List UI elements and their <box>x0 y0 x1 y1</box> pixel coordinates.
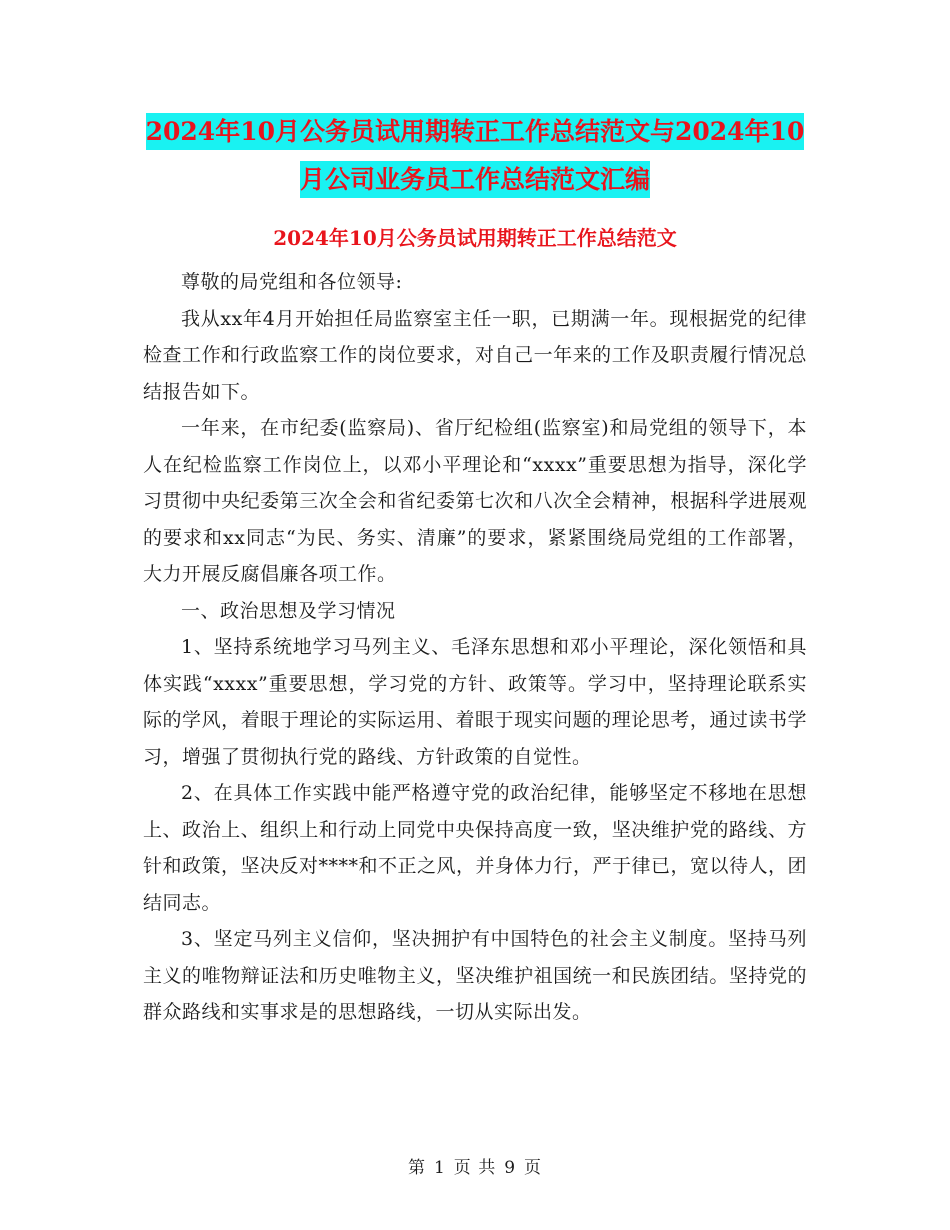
body-paragraph: 我从xx年4月开始担任局监察室主任一职，已期满一年。现根据党的纪律检查工作和行政监察工作的岗位要求，对自己一年来的工作及职责履行情况总结报告如下。 <box>143 307 807 403</box>
body-paragraph: 一年来，在市纪委(监察局)、省厅纪检组(监察室)和局党组的领导下，本人在纪检监察工作岗位上，以邓小平理论和“xxxx”重要思想为指导，深化学习贯彻中央纪委第三次全会和省纪委第七次和八次全会精神，根据科学进展观的要求和xx同志“为民、务实、清廉”的要求，紧紧围绕局党组的工作部署，大力开展反腐倡廉各项工作。 <box>143 417 807 585</box>
page-footer <box>0 1153 950 1178</box>
footer-current-page: 1 <box>433 1158 446 1178</box>
document-title <box>140 108 810 204</box>
body-paragraph: 2、在具体工作实践中能严格遵守党的政治纪律，能够坚定不移地在思想上、政治上、组织上和行动上同党中央保持高度一致，坚决维护党的路线、方针和政策，坚决反对****和不正之风，并身体力行，严于律已，宽以待人，团结同志。 <box>143 782 808 914</box>
section-title: 2024年10月公务员试用期转正工作总结范文 <box>273 226 677 250</box>
salutation-paragraph: 尊敬的局党组和各位领导: <box>181 271 403 293</box>
subheading-paragraph: 一、政治思想及学习情况 <box>181 599 396 622</box>
footer-suffix: 页 <box>524 1158 543 1178</box>
body-paragraph: 1、坚持系统地学习马列主义、毛泽东思想和邓小平理论，深化领悟和具体实践“xxxx”重要思想，学习党的方针、政策等。学习中，坚持理论联系实际的学风，着眼于理论的实际运用、着眼于现实问题的理论思考，通过读书学习，增强了贯彻执行党的路线、方针政策的自觉性。 <box>143 636 807 768</box>
footer-middle: 页 共 <box>453 1158 497 1178</box>
document-title-highlight: 2024年10月公务员试用期转正工作总结范文与2024年10月公司业务员工作总结范文汇编 <box>146 113 805 198</box>
footer-prefix: 第 <box>407 1158 426 1178</box>
document-body <box>143 264 807 1031</box>
footer-total-pages: 9 <box>504 1158 517 1178</box>
body-paragraph: 3、坚定马列主义信仰，坚决拥护有中国特色的社会主义制度。坚持马列主义的唯物辩证法和历史唯物主义，坚决维护祖国统一和民族团结。坚持党的群众路线和实事求是的思想路线，一切从实际出发。 <box>143 928 807 1023</box>
